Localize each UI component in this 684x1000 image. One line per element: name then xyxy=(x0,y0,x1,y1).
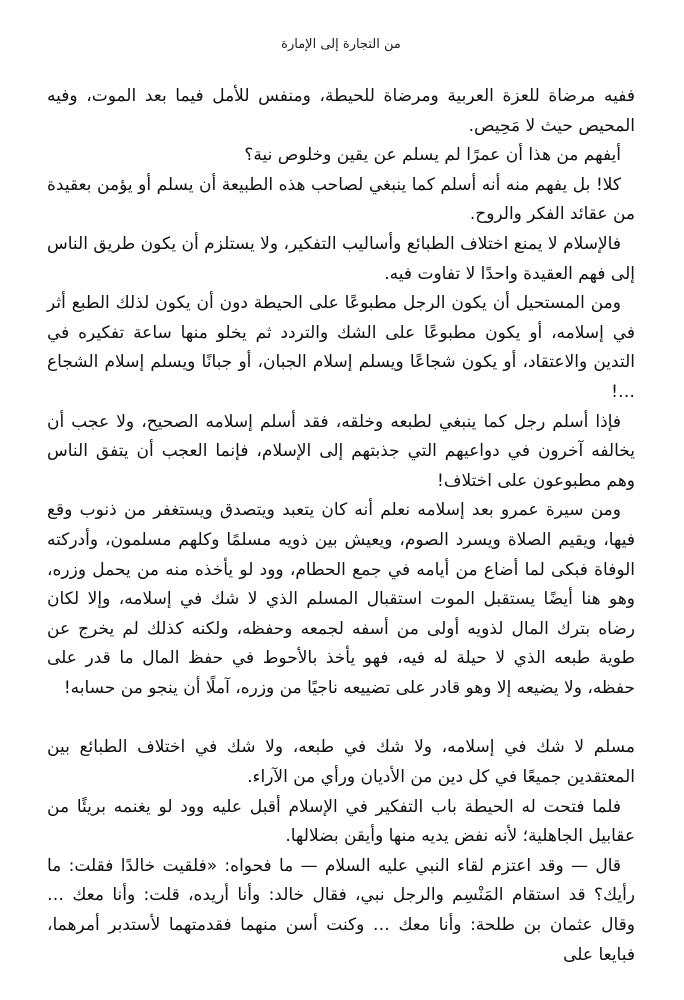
paragraph: كلا! بل يفهم منه أنه أسلم كما ينبغي لصاحب هذه الطبيعة أن يسلم أو يؤمن بعقيدة من عقائد الفكر والروح. xyxy=(47,174,635,225)
running-header: من التجارة إلى الإمارة xyxy=(281,37,401,52)
body-text xyxy=(47,82,635,970)
paragraph: فالإسلام لا يمنع اختلاف الطبائع وأساليب التفكير، ولا يستلزم أن يكون طريق الناس إلى فهم العقيدة واحدًا لا تفاوت فيه. xyxy=(47,233,635,284)
paragraph: فإذا أسلم رجل كما ينبغي لطبعه وخلقه، فقد أسلم إسلامه الصحيح، ولا عجب أن يخالفه آخرون في دواعيهم التي جذبتهم إلى الإسلام، فإنما العجب أن يتفق الناس وهم مطبوعون على اختلاف! xyxy=(47,411,635,491)
paragraph: فلما فتحت له الحيطة باب التفكير في الإسلام أقبل عليه وود لو يغنمه بريئًا من عقابيل الجاهلية؛ لأنه نفض يديه منها وأيقن بضلالها. xyxy=(47,796,635,847)
paragraph: أيفهم من هذا أن عمرًا لم يسلم عن يقين وخلوص نية؟ xyxy=(244,145,621,166)
paragraph: ومن سيرة عمرو بعد إسلامه نعلم أنه كان يتعبد ويتصدق ويستغفر من ذنوب وقع فيها، ويقيم الصلاة ويسرد الصوم، ويعيش بين ذويه مسلمًا وكلهم مسلمون، وأدركته الوفاة فبكى لما أضاع من أيامه في جمع الحطام، وود لو يأخذه منه من يحمل وزره، وهو هنا أيضًا يستقبل الموت استقبال المسلم الذي لا شك في إسلامه، وإلا لكان رضاه بترك المال لذويه أولى من أسفه لجمعه وحفظه، ولكنه كذلك لم يخرج عن طوية طبعه الذي لا حيلة له فيه، فهو يأخذ بالأحوط في حفظ المال ما قدر على حفظه، ولا يضيعه إلا وهو قادر على تضييعه ناجيًا من وزره، آملًا أن ينجو من حسابه! xyxy=(47,500,635,698)
paragraph: ومن المستحيل أن يكون الرجل مطبوعًا على الحيطة دون أن يكون لذلك الطبع أثر في إسلامه، أو يكون مطبوعًا على الشك والتردد ثم يخلو منها ساعة تفكيره في التدين والاعتقاد، أو يكون شجاعًا ويسلم إسلام الجبان، أو جبانًا ويسلم إسلام الشجاع …! xyxy=(47,293,635,402)
section-break xyxy=(47,703,635,733)
paragraph: مسلم لا شك في إسلامه، ولا شك في طبعه، ولا شك في اختلاف الطبائع بين المعتقدين جميعًا في كل دين من الأديان ورأي من الآراء. xyxy=(47,737,635,788)
paragraph: قال — وقد اعتزم لقاء النبي عليه السلام — ما فحواه: «فلقيت خالدًا فقلت: ما رأيك؟ قد استقام المَنْسِم والرجل نبي، فقال خالد: وأنا أريده، قلت: وأنا معك … وقال عثمان بن طلحة: وأنا معك … وكنت أسن منهما فقدمتهما لأستدبر أمرهما، فبايعا على xyxy=(47,855,635,965)
paragraph: ففيه مرضاة للعزة العربية ومرضاة للحيطة، ومنفس للأمل فيما بعد الموت، وفيه المحيص حيث لا مَحِيص. xyxy=(47,86,635,136)
